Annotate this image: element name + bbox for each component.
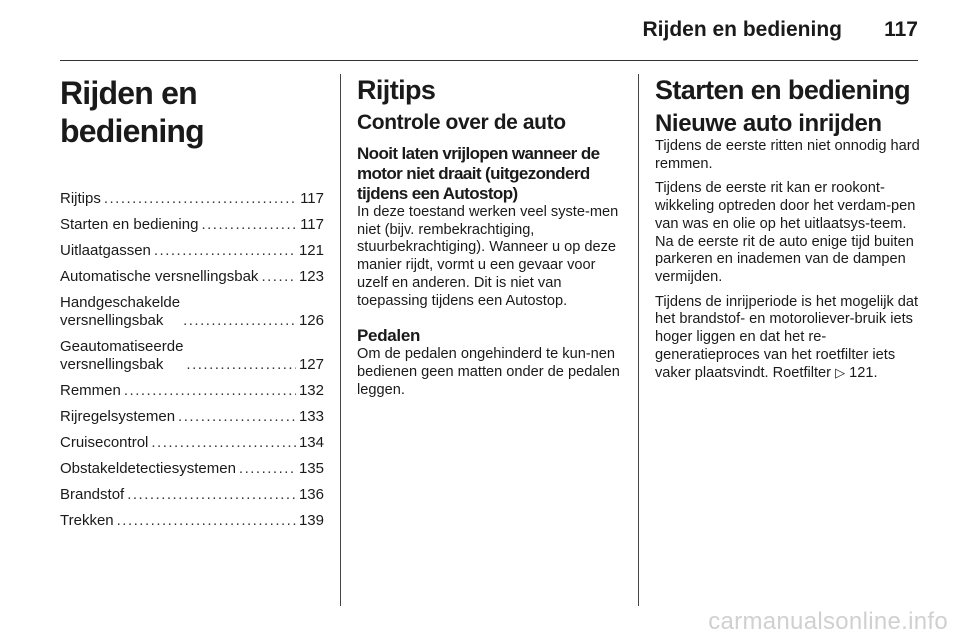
- toc-dot-leader: [186, 356, 296, 374]
- rijtips-column: [357, 74, 622, 406]
- toc-entry-page: 126: [298, 312, 324, 329]
- toc-entry[interactable]: [60, 408, 324, 426]
- subsection-heading-controle: Controle over de auto: [357, 111, 566, 134]
- toc-entry-page: 121: [298, 242, 324, 259]
- toc-entry-label: Geautomatiseerde versnellingsbak: [60, 338, 184, 373]
- section-heading-starten: Starten en bediening: [655, 75, 911, 105]
- toc-entry[interactable]: [60, 268, 324, 286]
- toc-entry-label: Uitlaatgassen: [60, 242, 151, 259]
- toc-entry-label: Rijtips: [60, 190, 101, 207]
- paragraph-inrijperiode: [655, 294, 923, 384]
- toc-dot-leader: [183, 312, 296, 330]
- toc-entry-label: Remmen: [60, 382, 121, 399]
- toc-dot-leader: [124, 382, 296, 400]
- paragraph-remmen: Tijdens de eerste ritten niet onnodig hard remmen.: [655, 138, 920, 172]
- toc-entry-page: 135: [298, 460, 324, 477]
- toc-entry[interactable]: [60, 512, 324, 530]
- starten-column: [655, 74, 923, 390]
- toc-dot-leader: [154, 242, 296, 260]
- toc-dot-leader: [239, 460, 296, 478]
- toc-entry[interactable]: [60, 460, 324, 478]
- paragraph-rookontwikkeling: Tijdens de eerste rit kan er rookont-wikkeling optreden door het verdam-pen van was en olie op het uitlaatsys-teem. Na de eerste rit de auto enige tijd buiten parkeren en inademen van de dampen vermijden.: [655, 180, 916, 285]
- toc-entry-label: Rijregelsystemen: [60, 408, 176, 425]
- chapter-contents-column: [60, 74, 324, 538]
- page-reference-arrow-icon: ▷: [835, 365, 846, 381]
- paragraph-pedalen: Om de pedalen ongehinderd te kun-nen bedienen geen matten onder de pedalen leggen.: [357, 346, 620, 398]
- column-divider-2: [638, 74, 639, 606]
- toc-dot-leader: [261, 268, 296, 286]
- toc-entry-label: Automatische versnellingsbak: [60, 268, 259, 285]
- toc-entry-page: 127: [298, 356, 324, 373]
- running-header-title: Rijden en bediening: [642, 18, 842, 41]
- toc-entry-page: 133: [298, 408, 324, 425]
- watermark: carmanualsonline.info: [708, 608, 948, 635]
- toc-entry[interactable]: [60, 190, 324, 208]
- toc-entry[interactable]: [60, 338, 324, 374]
- toc-entry-page: 139: [298, 512, 324, 529]
- toc-dot-leader: [127, 486, 296, 504]
- toc-entry-page: 136: [298, 486, 324, 503]
- toc-entry[interactable]: [60, 434, 324, 452]
- toc-entry-label: Handgeschakelde versnellingsbak: [60, 294, 181, 329]
- paragraph-inrijperiode-text: Tijdens de inrijperiode is het mogelijk dat het brandstof- en motoroliever-bruik iets hoger liggen en dat het re-generatieproces van het roetfilter iets vaker plaatsvindt. Roetfilter: [655, 293, 919, 382]
- toc-entry[interactable]: [60, 486, 324, 504]
- warning-heading-vrijlopen: Nooit laten vrijlopen wanneer de motor niet draait (uitgezonderd tijdens een Autostop): [357, 144, 600, 203]
- toc-entry-page: 117: [300, 190, 324, 207]
- toc-entry[interactable]: [60, 242, 324, 260]
- toc-entry-page: 134: [298, 434, 324, 451]
- toc-entry-label: Brandstof: [60, 486, 125, 503]
- table-of-contents: [60, 190, 324, 530]
- paragraph-vrijlopen: In deze toestand werken veel syste-men niet (bijv. rembekrachtiging, stuurbekrachtiging). Wanneer u op deze manier rijdt, vormt u een gevaar voor uzelf en anderen. Dit is niet van toepassing tijdens een Autostop.: [357, 204, 619, 309]
- toc-dot-leader: [151, 434, 296, 452]
- chapter-title: Rijden en bediening: [60, 75, 204, 149]
- page-reference-link[interactable]: 121.: [849, 365, 878, 382]
- section-heading-rijtips: Rijtips: [357, 75, 436, 105]
- toc-entry[interactable]: [60, 382, 324, 400]
- toc-entry[interactable]: [60, 216, 324, 234]
- toc-entry-page: 123: [298, 268, 324, 285]
- toc-dot-leader: [117, 512, 296, 530]
- toc-entry-page: 117: [300, 216, 324, 233]
- toc-entry[interactable]: [60, 294, 324, 330]
- toc-dot-leader: [104, 190, 297, 208]
- subsection-heading-inrijden: Nieuwe auto inrijden: [655, 110, 882, 137]
- page-number: 117: [884, 18, 918, 41]
- toc-entry-label: Obstakeldetectiesystemen: [60, 460, 236, 477]
- toc-entry-label: Starten en bediening: [60, 216, 199, 233]
- toc-dot-leader: [178, 408, 296, 426]
- toc-entry-label: Trekken: [60, 512, 114, 529]
- subsection-heading-pedalen: Pedalen: [357, 326, 421, 346]
- toc-entry-label: Cruisecontrol: [60, 434, 149, 451]
- toc-entry-page: 132: [298, 382, 324, 399]
- toc-dot-leader: [201, 216, 297, 234]
- header-rule: [60, 60, 918, 61]
- column-divider-1: [340, 74, 341, 606]
